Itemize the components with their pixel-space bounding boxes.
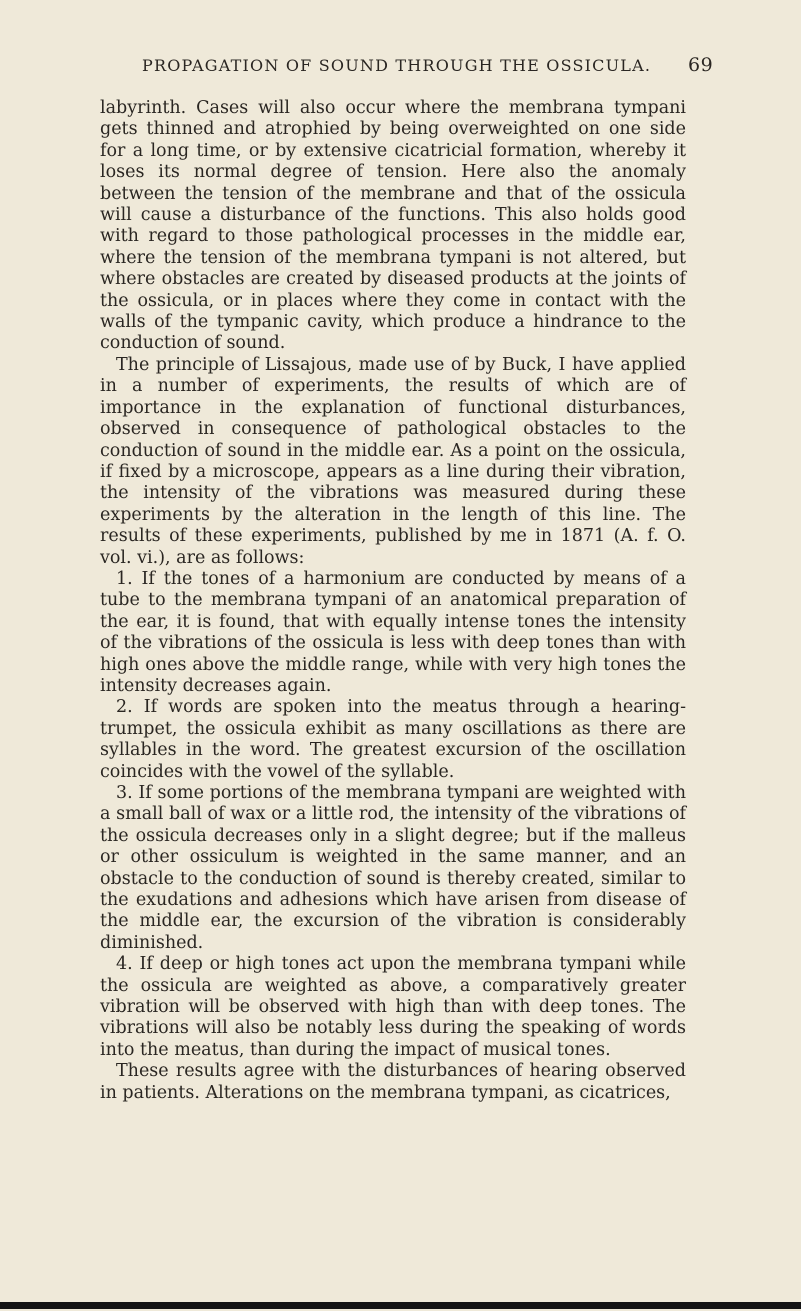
paragraph-lissajous: The principle of Lissajous, made use of by Buck, I have applied in a number of experiments, the results of which are of importance in the explanation of functional disturbances, observed in consequence of pathological obstacles to the conduction of sound in the middle ear. As a point on the ossicula, if fixed by a microscope, appears as a line during their vibration, the intensity of the vibrations was measured during these experiments by the alteration in the length of this line. The results of these experiments, published by me in 1871 (A. f. O. vol. vi.), are as follows: [100,354,686,568]
result-item-2: 2. If words are spoken into the meatus through a hearing-trumpet, the ossicula exhibit as many oscillations as there are syllables in the word. The greatest excursion of the oscillation coincides with the vowel of the syllable. [100,697,686,782]
body-text [100,98,686,1104]
paragraph-conclusion: These results agree with the disturbances of hearing observed in patients. Alterations on the membrana tympani, as cicatrices, [100,1061,686,1103]
paragraph-continuation: labyrinth. Cases will also occur where the membrana tympani gets thinned and atrophied by being overweighted on one side for a long time, or by extensive cicatricial formation, whereby it loses its normal degree of tension. Here also the anomaly between the tension of the membrane and that of the ossicula will cause a disturbance of the functions. This also holds good with regard to those pathological processes in the middle ear, where the tension of the membrana tympani is not altered, but where obstacles are created by diseased products at the joints of the ossicula, or in places where they come in contact with the walls of the tympanic cavity, which produce a hindrance to the conduction of sound. [100,98,686,354]
result-item-4: 4. If deep or high tones act upon the membrana tympani while the ossicula are weighted as above, a comparatively greater vibration will be observed with high than with deep tones. The vibrations will also be notably less during the speaking of words into the meatus, than during the impact of musical tones. [100,954,686,1060]
result-item-3: 3. If some portions of the membrana tympani are weighted with a small ball of wax or a little rod, the intensity of the vibrations of the ossicula decreases only in a slight degree; but if the malleus or other ossiculum is weighted in the same manner, and an obstacle to the conduction of sound is thereby created, similar to the exudations and adhesions which have arisen from disease of the middle ear, the excursion of the vibration is considerably diminished. [100,783,686,953]
running-head: PROPAGATION OF SOUND THROUGH THE OSSICULA. [142,56,652,75]
result-item-1: 1. If the tones of a harmonium are conducted by means of a tube to the membrana tympani of an anatomical preparation of the ear, it is found, that with equally intense tones the intensity of the vibrations of the ossicula is less with deep tones than with high ones above the middle range, while with very high tones the intensity decreases again. [100,568,686,696]
page-number: 69 [688,54,714,76]
page-bottom-edge [0,1302,801,1309]
